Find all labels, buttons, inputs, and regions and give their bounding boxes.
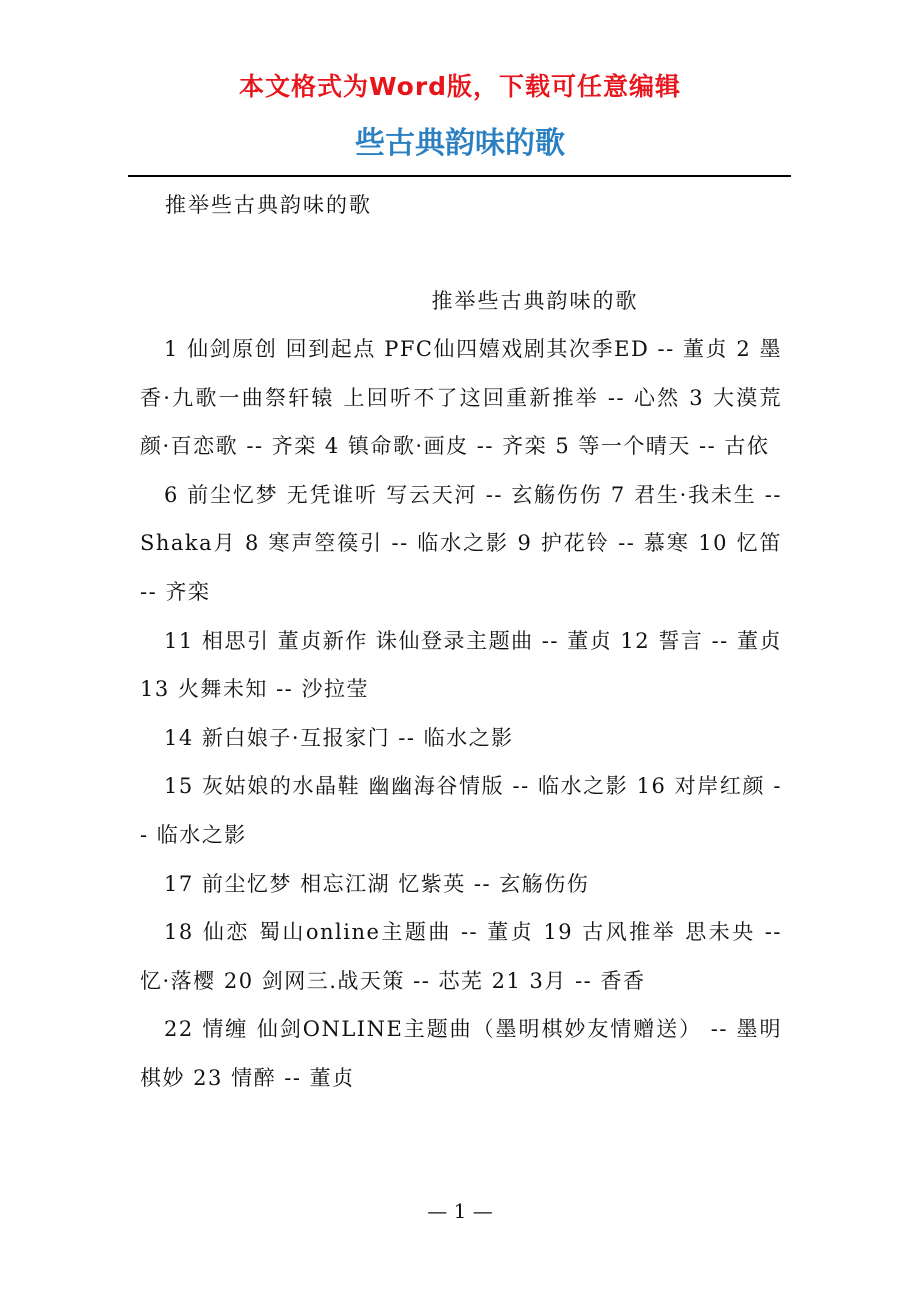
song-paragraph: 11 相思引 董贞新作 诛仙登录主题曲 -- 董贞 12 誓言 -- 董贞 13 火舞未知 -- 沙拉莹 [140, 628, 782, 702]
section-heading: 推举些古典韵味的歌 [431, 289, 639, 313]
subtitle: 推举些古典韵味的歌 [165, 193, 372, 217]
song-paragraph: 22 情缠 仙剑ONLINE主题曲（墨明棋妙友情赠送） -- 墨明棋妙 23 情醉 -- 董贞 [140, 1017, 782, 1090]
page-number: — 1 — [427, 1199, 493, 1223]
song-paragraph: 6 前尘忆梦 无凭谁听 写云天河 -- 玄觞伤伤 7 君生·我未生 --Shaka月 8 寒声箜篌引 -- 临水之影 9 护花铃 -- 慕寒 10 忆笛 -- 齐栾 [140, 482, 782, 604]
document-title: 些古典韵味的歌 [355, 126, 565, 161]
song-paragraph: 1 仙剑原创 回到起点 PFC仙四嬉戏剧其次季ED -- 董贞 2 墨香·九歌一曲祭轩辕 上回听不了这回重新推举 -- 心然 3 大漠荒颜·百恋歌 -- 齐栾 4 镇命歌·画皮 -- 齐栾 5 等一个晴天 -- 古依 [140, 337, 782, 459]
song-paragraph: 17 前尘忆梦 相忘江湖 忆紫英 -- 玄觞伤伤 [164, 871, 590, 896]
title-divider [128, 175, 791, 177]
song-list-body [140, 325, 782, 1103]
download-banner: 本文格式为Word版，下载可任意编辑 [238, 72, 682, 101]
song-paragraph: 18 仙恋 蜀山online主题曲 -- 董贞 19 古风推举 思未央 -- 忆·落樱 20 剑网三.战天策 -- 芯芜 21 3月 -- 香香 [140, 920, 782, 993]
song-paragraph: 15 灰姑娘的水晶鞋 幽幽海谷情版 -- 临水之影 16 对岸红颜 -- 临水之影 [140, 774, 782, 847]
song-paragraph: 14 新白娘子·互报家门 -- 临水之影 [164, 725, 514, 750]
